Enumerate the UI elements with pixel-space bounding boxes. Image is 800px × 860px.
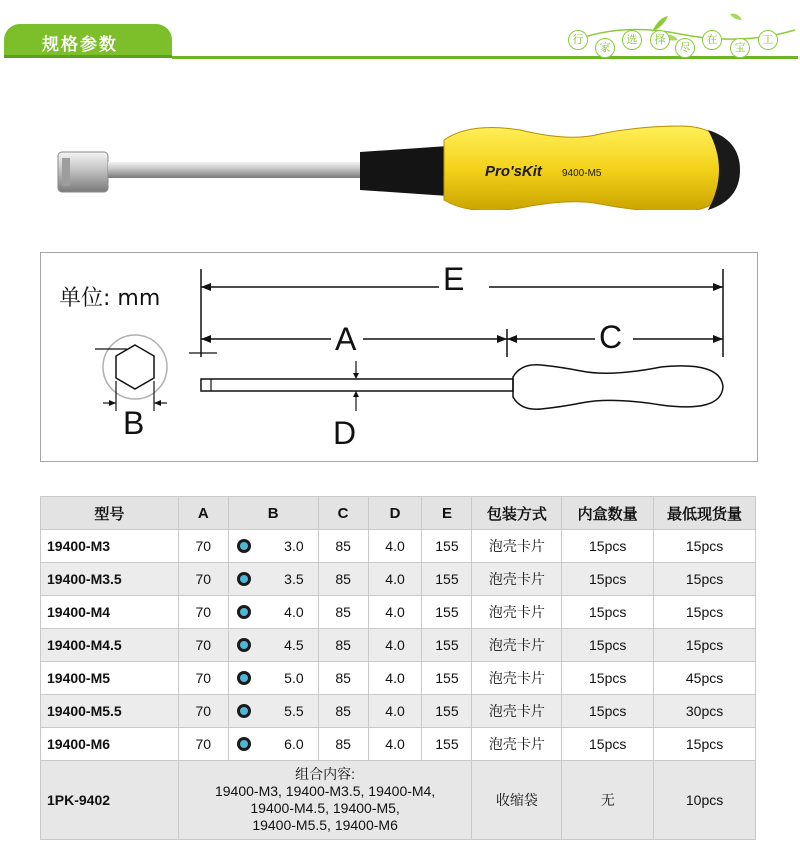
header-min-stock: 最低现货量 [654,497,756,530]
cell-c: 85 [318,563,368,596]
header-a: A [178,497,228,530]
spec-table [40,496,756,840]
set-content-line: 19400-M4.5, 19400-M5, [250,800,400,816]
cell-d: 4.0 [368,563,422,596]
dimension-diagram [40,252,758,462]
cell-c: 85 [318,629,368,662]
unit-label: 单位: mm [59,286,161,311]
cell-c: 85 [318,596,368,629]
cell-e: 155 [422,695,472,728]
cell-c: 85 [318,695,368,728]
dim-label-d: D [333,415,357,451]
set-content-line: 19400-M3, 19400-M3.5, 19400-M4, [214,783,436,799]
cell-d: 4.0 [368,728,422,761]
cell-model: 19400-M5 [41,662,179,695]
cell-c: 85 [318,530,368,563]
model-label: 9400-M5 [562,168,602,179]
cell-e: 155 [422,530,472,563]
slogan-char: 工 [758,30,778,50]
cell-packaging: 泡壳卡片 [472,530,562,563]
cell-b-value: 4.5 [284,637,304,653]
slogan-char: 选 [622,30,642,50]
cell-e: 155 [422,563,472,596]
cell-model: 19400-M3.5 [41,563,179,596]
cell-model: 19400-M4.5 [41,629,179,662]
cell-e: 155 [422,728,472,761]
hex-socket-icon [237,704,251,718]
cell-min-stock: 10pcs [654,761,756,840]
slogan-char: 宝 [730,38,750,58]
section-title: 规格参数 [42,35,118,55]
cell-b-value: 4.0 [284,604,304,620]
cell-a: 70 [178,596,228,629]
table-row [41,728,756,761]
cell-d: 4.0 [368,629,422,662]
cell-c: 85 [318,728,368,761]
cell-b [228,728,318,761]
slogan-char: 在 [702,30,722,50]
section-banner [0,0,800,58]
cell-d: 4.0 [368,662,422,695]
header-model: 型号 [41,497,179,530]
table-row-set [41,761,756,840]
header-b: B [228,497,318,530]
table-row [41,629,756,662]
cell-b [228,596,318,629]
cell-a: 70 [178,563,228,596]
product-photo [40,100,760,210]
table-row [41,596,756,629]
cell-e: 155 [422,662,472,695]
dim-label-c: C [599,319,623,355]
dim-label-a: A [335,321,357,357]
cell-a: 70 [178,629,228,662]
cell-packaging: 泡壳卡片 [472,662,562,695]
cell-d: 4.0 [368,530,422,563]
cell-b-value: 6.0 [284,736,304,752]
cell-b [228,629,318,662]
cell-box-qty: 15pcs [562,563,654,596]
hex-socket-icon [237,671,251,685]
set-content-line: 19400-M5.5, 19400-M6 [252,817,398,833]
cell-e: 155 [422,596,472,629]
cell-packaging: 泡壳卡片 [472,629,562,662]
dim-label-e: E [443,261,465,297]
cell-a: 70 [178,695,228,728]
cell-packaging: 泡壳卡片 [472,563,562,596]
hex-socket-icon [237,539,251,553]
table-row [41,662,756,695]
table-row [41,563,756,596]
cell-box-qty: 15pcs [562,530,654,563]
cell-b [228,563,318,596]
cell-b-value: 3.0 [284,538,304,554]
header-packaging: 包装方式 [472,497,562,530]
cell-b [228,662,318,695]
cell-box-qty: 15pcs [562,728,654,761]
cell-box-qty: 无 [562,761,654,840]
hex-socket-icon [237,638,251,652]
cell-c: 85 [318,662,368,695]
hex-socket-icon [237,605,251,619]
header-c: C [318,497,368,530]
cell-a: 70 [178,530,228,563]
set-content-title: 组合内容: [295,766,356,782]
cell-model: 19400-M4 [41,596,179,629]
cell-model: 19400-M6 [41,728,179,761]
dim-label-b: B [123,405,145,441]
cell-box-qty: 15pcs [562,662,654,695]
cell-min-stock: 15pcs [654,629,756,662]
header-d: D [368,497,422,530]
dimension-drawing [41,253,757,461]
cell-a: 70 [178,728,228,761]
cell-b-value: 3.5 [284,571,304,587]
cell-packaging: 泡壳卡片 [472,596,562,629]
cell-model: 1PK-9402 [41,761,179,840]
cell-b [228,530,318,563]
cell-min-stock: 45pcs [654,662,756,695]
cell-min-stock: 15pcs [654,563,756,596]
slogan-char: 尽 [675,38,695,58]
cell-b [228,695,318,728]
table-body [41,530,756,840]
cell-packaging: 泡壳卡片 [472,728,562,761]
cell-box-qty: 15pcs [562,695,654,728]
cell-min-stock: 15pcs [654,530,756,563]
brand-label: Pro'sKit [485,163,542,180]
table-row [41,695,756,728]
cell-model: 19400-M5.5 [41,695,179,728]
slogan-char: 家 [595,38,615,58]
cell-box-qty: 15pcs [562,596,654,629]
cell-min-stock: 15pcs [654,596,756,629]
cell-packaging: 泡壳卡片 [472,695,562,728]
cell-d: 4.0 [368,695,422,728]
cell-min-stock: 15pcs [654,728,756,761]
cell-model: 19400-M3 [41,530,179,563]
header-e: E [422,497,472,530]
hex-socket-icon [237,737,251,751]
table-header-row [41,497,756,530]
slogan-char: 择 [650,30,670,50]
slogan-char: 行 [568,30,588,50]
cell-e: 155 [422,629,472,662]
hex-socket-icon [237,572,251,586]
header-box-qty: 内盒数量 [562,497,654,530]
cell-b-value: 5.5 [284,703,304,719]
table-row [41,530,756,563]
cell-box-qty: 15pcs [562,629,654,662]
cell-packaging: 收缩袋 [472,761,562,840]
cell-d: 4.0 [368,596,422,629]
cell-a: 70 [178,662,228,695]
cell-min-stock: 30pcs [654,695,756,728]
cell-set-content [178,761,472,840]
cell-b-value: 5.0 [284,670,304,686]
